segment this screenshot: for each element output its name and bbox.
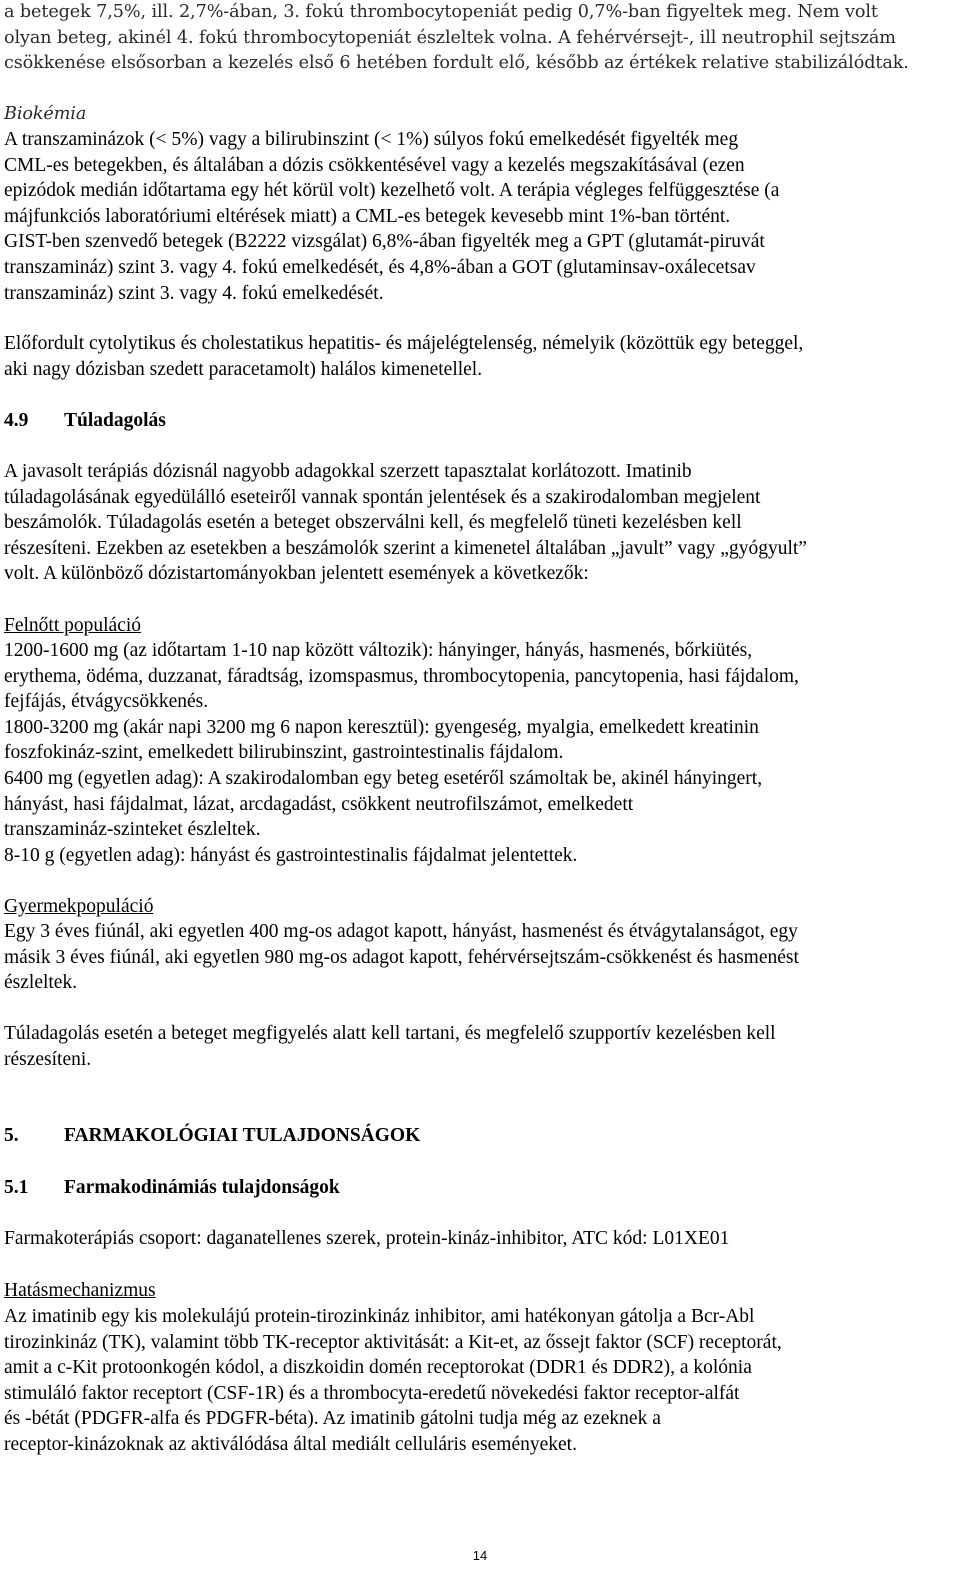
section-title: Túladagolás [64, 410, 166, 431]
text-line: Farmakoterápiás csoport: daganatellenes szerek, protein-kináz-inhibitor, ATC kód: L01XE01 [4, 1228, 730, 1249]
text-line: epizódok medián időtartama egy hét körül volt) kezelhető volt. A terápia végleges felfüggesztése (a [4, 180, 780, 202]
section-heading-4-9 [4, 408, 952, 434]
text-line: stimuláló faktor receptort (CSF-1R) és a thrombocyta-eredetű növekedési faktor receptor-alfát [4, 1382, 740, 1404]
text-line: amit a c-Kit protoonkogén kódol, a diszkoidin domén receptorokat (DDR1 és DDR2), a kolónia [4, 1357, 752, 1379]
pharmacotherapeutic-group [4, 1226, 952, 1252]
monitor-paragraph [4, 1021, 952, 1072]
text-line: a betegek 7,5%, ill. 2,7%-ában, 3. fokú thrombocytopeniát pedig 0,7%-ban figyeltek meg. Nem volt [4, 2, 878, 22]
text-line: olyan beteg, akinél 4. fokú thrombocytopeniát észleltek volna. A fehérvérsejt-, ill neutrophil sejtszám [4, 27, 896, 48]
text-line: 1200-1600 mg (az időtartam 1-10 nap között változik): hányinger, hányás, hasmenés, bőrkiütés, [4, 640, 753, 661]
text-line: csökkenése elsősorban a kezelés első 6 hetében fordult elő, később az értékek relative stabilizálódtak. [4, 53, 909, 74]
text-line: A javasolt terápiás dózisnál nagyobb adagokkal szerzett tapasztalat korlátozott. Imatinib [4, 461, 692, 482]
section-number: 4.9 [4, 410, 29, 431]
text-line: májfunkciós laboratóriumi eltérések miatt) a CML-es betegek kevesebb mint 1%-ban történt. [4, 205, 731, 227]
child-subheading: Gyermekpopuláció [4, 896, 154, 917]
child-paragraph [4, 919, 952, 996]
text-line: transzamináz-szinteket észleltek. [4, 819, 261, 841]
biochem-paragraph [4, 127, 952, 306]
section-title: FARMAKOLÓGIAI TULAJDONSÁGOK [64, 1125, 421, 1146]
mechanism-subheading: Hatásmechanizmus [4, 1280, 156, 1301]
section-number: 5.1 [4, 1177, 29, 1198]
text-line: tirozinkináz (TK), valamint több TK-receptor aktivitását: a Kit-et, az őssejt faktor (SCF) receptorát, [4, 1331, 782, 1353]
text-line: CML-es betegekben, és általában a dózis csökkentésével vagy a kezelés megszakításával (ezen [4, 154, 745, 176]
section-number: 5. [4, 1125, 19, 1146]
text-line: Egy 3 éves fiúnál, aki egyetlen 400 mg-os adagot kapott, hányást, hasmenést és étvágytalanságot, egy [4, 921, 798, 942]
intro-paragraph [4, 0, 952, 77]
text-line: volt. A különböző dózistartományokban jelentett események a következők: [4, 563, 589, 585]
text-line: észleltek. [4, 972, 78, 994]
text-line: Az imatinib egy kis molekulájú protein-tirozinkináz inhibitor, ami hatékonyan gátolja a Bcr-Abl [4, 1306, 755, 1327]
text-line: fejfájás, étvágycsökkenés. [4, 691, 209, 713]
text-line: aki nagy dózisban szedett paracetamolt) halálos kimenetellel. [4, 358, 483, 380]
section-heading-5 [4, 1123, 952, 1149]
text-line: foszfokináz-szint, emelkedett bilirubinszint, gastrointestinalis fájdalom. [4, 742, 564, 764]
text-line: erythema, ödéma, duzzanat, fáradtság, izomspasmus, thrombocytopenia, pancytopenia, hasi fájdalom, [4, 665, 799, 687]
overdose-paragraph [4, 459, 952, 587]
adult-subheading: Felnőtt populáció [4, 615, 142, 636]
text-line: és -bétát (PDGFR-alfa és PDGFR-béta). Az imatinib gátolni tudja még az ezeknek a [4, 1408, 661, 1430]
text-line: 1800-3200 mg (akár napi 3200 mg 6 napon keresztül): gyengeség, myalgia, emelkedett kreatinin [4, 716, 759, 738]
text-line: A transzaminázok (< 5%) vagy a bilirubinszint (< 1%) súlyos fokú emelkedését figyelték meg [4, 129, 739, 150]
text-line: másik 3 éves fiúnál, aki egyetlen 980 mg-os adagot kapott, fehérvérsejtszám-csökkenést és hasmenést [4, 946, 799, 968]
section-heading-5-1 [4, 1175, 952, 1201]
text-line: GIST-ben szenvedő betegek (B2222 vizsgálat) 6,8%-ában figyelték meg a GPT (glutamát-piruvát [4, 231, 765, 253]
text-line: beszámolók. Túladagolás esetén a beteget obszerválni kell, és megfelelő tüneti kezelésben kell [4, 512, 742, 534]
text-line: Előfordult cytolytikus és cholestatikus hepatitis- és májelégtelenség, némelyik (közöttük egy beteggel, [4, 333, 804, 354]
text-line: transzamináz) szint 3. vagy 4. fokú emelkedését, és 4,8%-ában a GOT (glutaminsav-oxálecetsav [4, 256, 756, 278]
page-number: 14 [472, 1548, 488, 1563]
adult-paragraph [4, 638, 952, 868]
text-line: túladagolásának egyedülálló eseteiről vannak spontán jelentések és a szakirodalomban megjelent [4, 486, 761, 508]
text-line: Túladagolás esetén a beteget megfigyelés alatt kell tartani, és megfelelő szupportív kezelésben kell [4, 1023, 776, 1044]
text-line: részesíteni. [4, 1048, 92, 1070]
text-line: részesíteni. Ezekben az esetekben a beszámolók szerint a kimenetel általában „javult” vagy „gyógyult” [4, 537, 807, 559]
text-line: hányást, hasi fájdalmat, lázat, arcdagadást, csökkent neutrofilszámot, emelkedett [4, 793, 634, 815]
hepatitis-paragraph [4, 331, 952, 382]
text-line: transzamináz) szint 3. vagy 4. fokú emelkedését. [4, 282, 384, 304]
mechanism-paragraph [4, 1304, 952, 1458]
text-line: 8-10 g (egyetlen adag): hányást és gastrointestinalis fájdalmat jelentettek. [4, 844, 578, 866]
text-line: receptor-kinázoknak az aktiválódása által mediált celluláris eseményeket. [4, 1433, 577, 1455]
section-title: Farmakodinámiás tulajdonságok [64, 1177, 340, 1198]
text-line: 6400 mg (egyetlen adag): A szakirodalomban egy beteg esetéről számoltak be, akinél hányingert, [4, 767, 763, 789]
biochem-title: Biokémia [4, 104, 87, 124]
